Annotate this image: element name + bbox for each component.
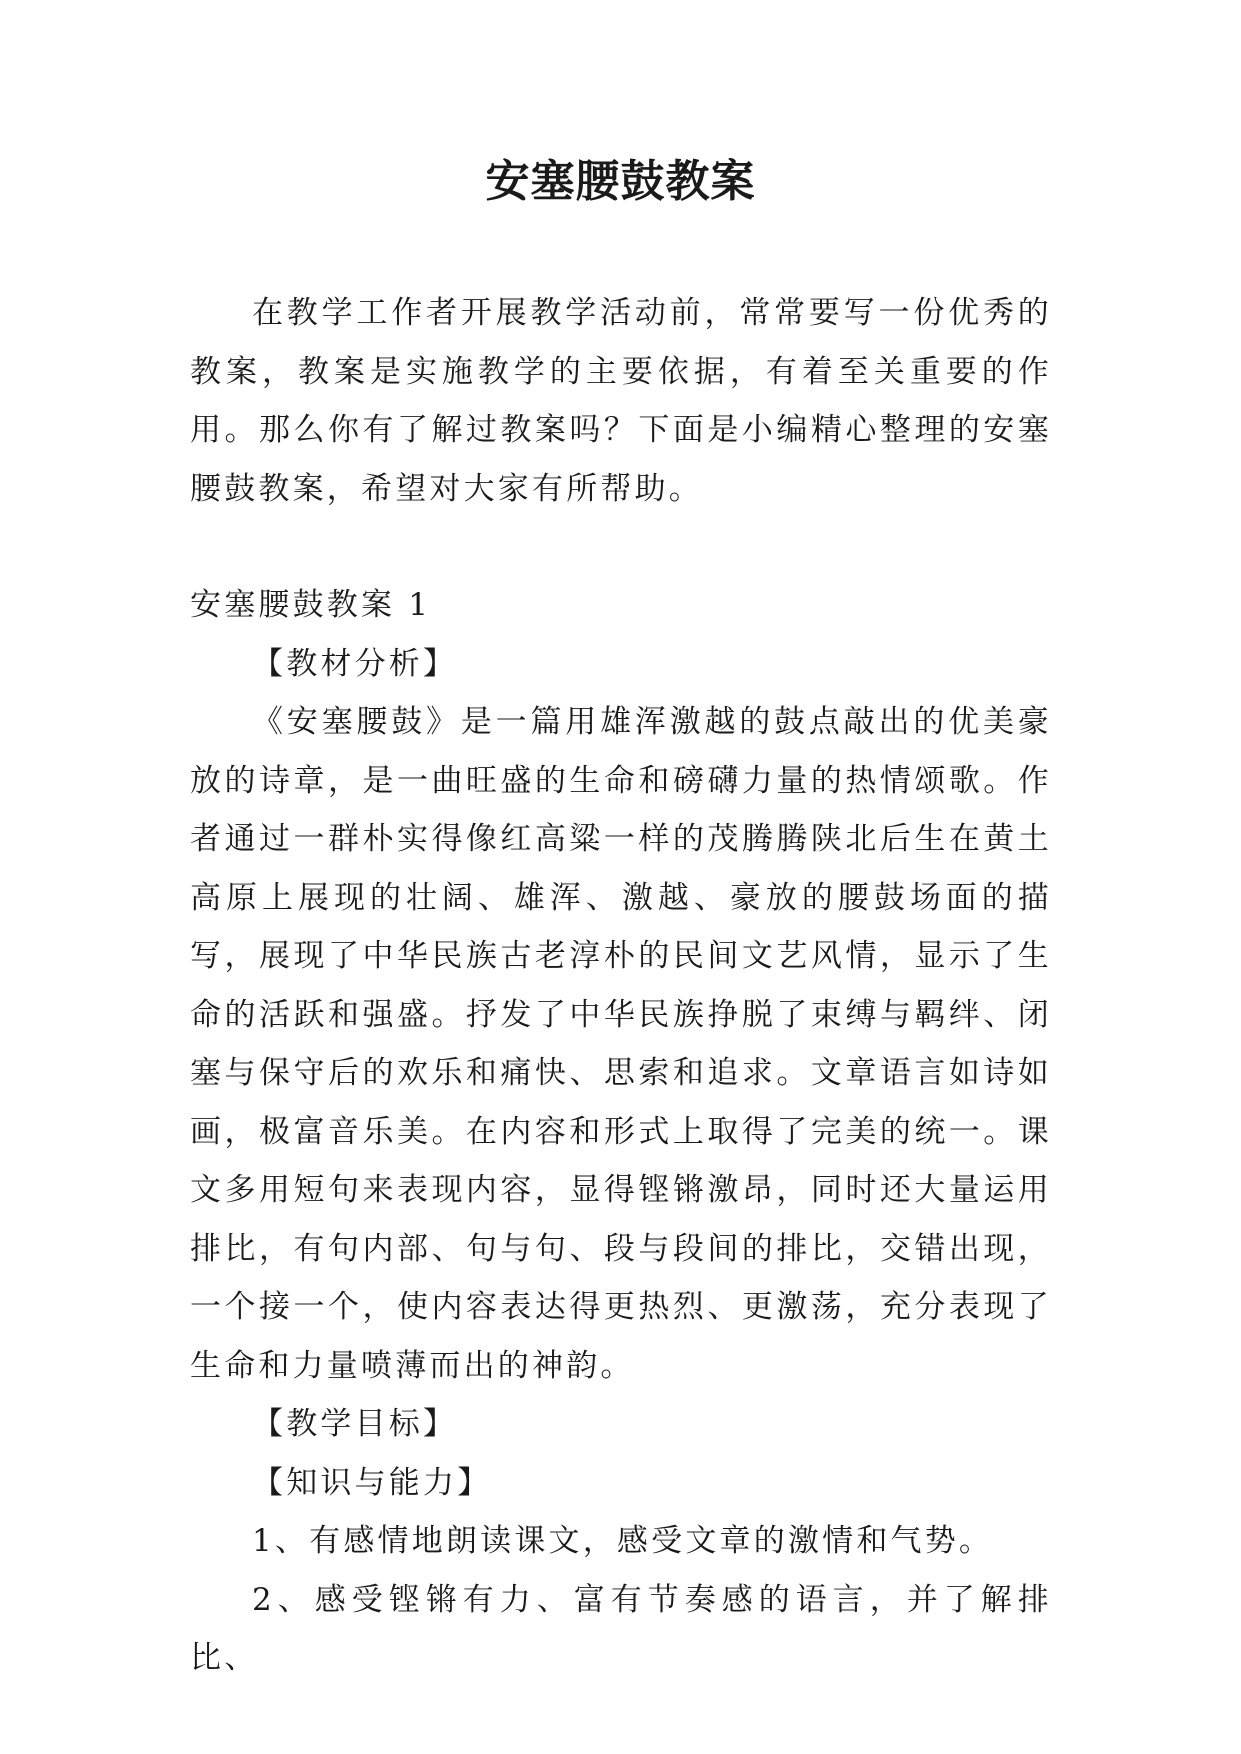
document-title: 安塞腰鼓教案: [485, 156, 756, 207]
knowledge-ability-heading: 【知识与能力】: [252, 1464, 492, 1501]
teaching-goals-heading: 【教学目标】: [252, 1406, 458, 1442]
section-heading: 安塞腰鼓教案 1: [190, 587, 432, 623]
material-analysis-heading: 【教材分析】: [252, 645, 458, 682]
intro-paragraph: 在教学工作者开展教学活动前，常常要写一份优秀的教案，教案是实施教学的主要依据，有着至关重要的作用。那么你有了解过教案吗？下面是小编精心整理的安塞腰鼓教案，希望对大家有所帮助。: [190, 295, 1052, 507]
material-analysis-paragraph: 《安塞腰鼓》是一篇用雄浑激越的鼓点敲出的优美豪放的诗章，是一曲旺盛的生命和磅礴力量的热情颂歌。作者通过一群朴实得像红高粱一样的茂腾腾陕北后生在黄土高原上展现的壮阔、雄浑、激越、豪放的腰鼓场面的描写，展现了中华民族古老淳朴的民间文艺风情，显示了生命的活跃和强盛。抒发了中华民族挣脱了束缚与羁绊、闭塞与保守后的欢乐和痛快、思索和追求。文章语言如诗如画，极富音乐美。在内容和形式上取得了完美的统一。课文多用短句来表现内容，显得铿锵激昂，同时还大量运用排比，有句内部、句与句、段与段间的排比，交错出现，一个接一个，使内容表达得更热烈、更激荡，充分表现了生命和力量喷薄而出的神韵。: [190, 704, 1052, 1384]
goal-item-2: 2、感受铿锵有力、富有节奏感的语言，并了解排比、: [190, 1581, 1052, 1676]
goal-item-1: 1、有感情地朗读课文，感受文章的激情和气势。: [252, 1523, 994, 1559]
document-body: [190, 284, 1052, 1688]
